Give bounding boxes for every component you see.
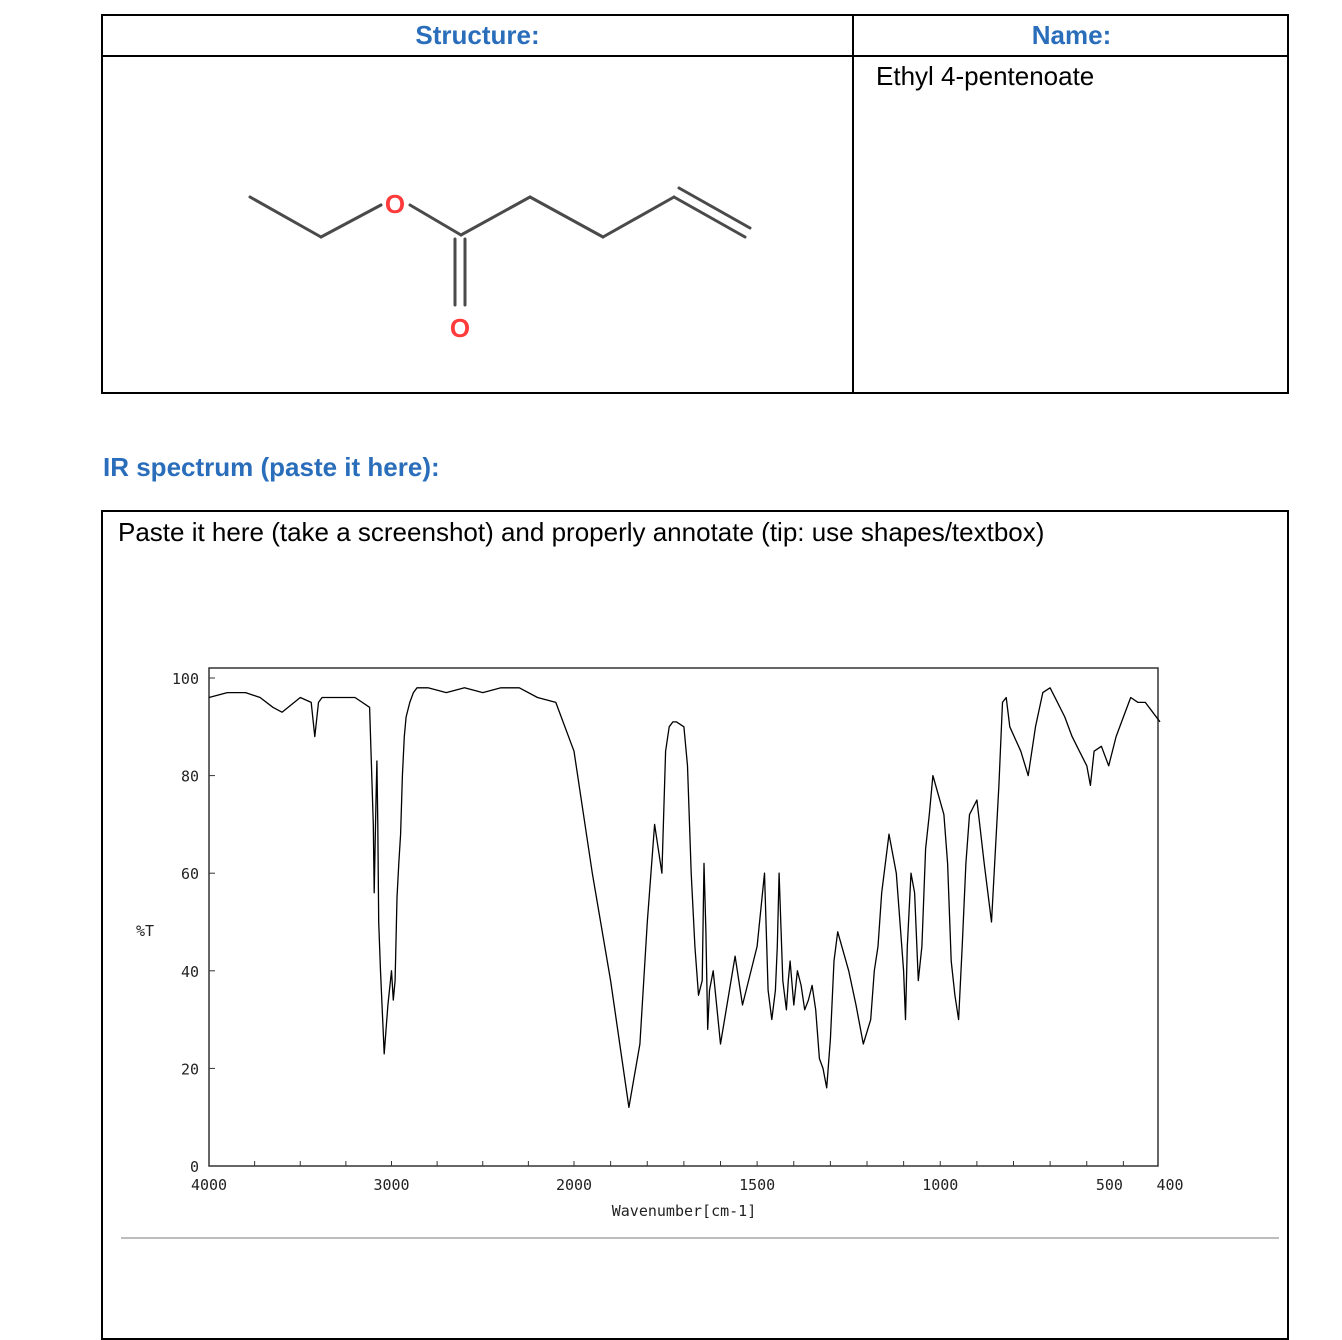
name-header: Name: — [1031, 20, 1112, 50]
x-tick-label: 1000 — [922, 1176, 959, 1194]
x-tick-label: 4000 — [190, 1176, 228, 1194]
x-tick-label: 500 — [1095, 1176, 1123, 1194]
ir-instructions: Paste it here (take a screenshot) and properly annotate (tip: use shapes/textbox) — [118, 517, 1045, 547]
y-tick-label: 0 — [189, 1158, 199, 1176]
x-tick-label: 3000 — [373, 1176, 410, 1194]
molecule-structure — [103, 57, 852, 392]
bond-ch3-ch2 — [250, 197, 321, 237]
bond-o-c — [410, 205, 461, 235]
bond-ch2-o — [321, 205, 381, 237]
plot-frame — [209, 668, 1158, 1166]
column-divider — [852, 16, 854, 392]
compound-name: Ethyl 4-pentenoate — [876, 61, 1095, 91]
y-tick-label: 60 — [180, 865, 199, 884]
structure-header: Structure: — [415, 20, 540, 50]
x-tick-label: 400 — [1156, 1176, 1184, 1194]
y-tick-label: 40 — [180, 962, 199, 981]
horizontal-rule — [121, 1237, 1279, 1239]
y-tick-label: 20 — [180, 1060, 199, 1079]
y-tick-label: 100 — [171, 670, 199, 688]
bond-c2-c3 — [530, 197, 603, 237]
bond-c-c2 — [461, 197, 530, 235]
table-header-row — [103, 16, 1287, 57]
x-axis-label: Wavenumber[cm-1] — [611, 1202, 757, 1220]
x-tick-label: 1500 — [739, 1176, 776, 1194]
spectrum-line — [209, 688, 1160, 1108]
y-tick-label: 80 — [180, 767, 199, 786]
ir-paste-box[interactable] — [101, 510, 1289, 1340]
ester-oxygen-label: O — [384, 189, 406, 219]
ir-spectrum-chart — [103, 512, 1289, 1232]
structure-name-table — [101, 14, 1289, 394]
bond-c3-c4 — [603, 197, 674, 237]
carbonyl-oxygen-label: O — [449, 313, 471, 343]
bond-vinyl-b — [679, 188, 750, 228]
bond-vinyl-a — [674, 197, 745, 237]
ir-section-heading: IR spectrum (paste it here): — [103, 452, 440, 482]
y-axis-label: %T — [136, 922, 155, 940]
x-tick-label: 2000 — [555, 1176, 593, 1194]
